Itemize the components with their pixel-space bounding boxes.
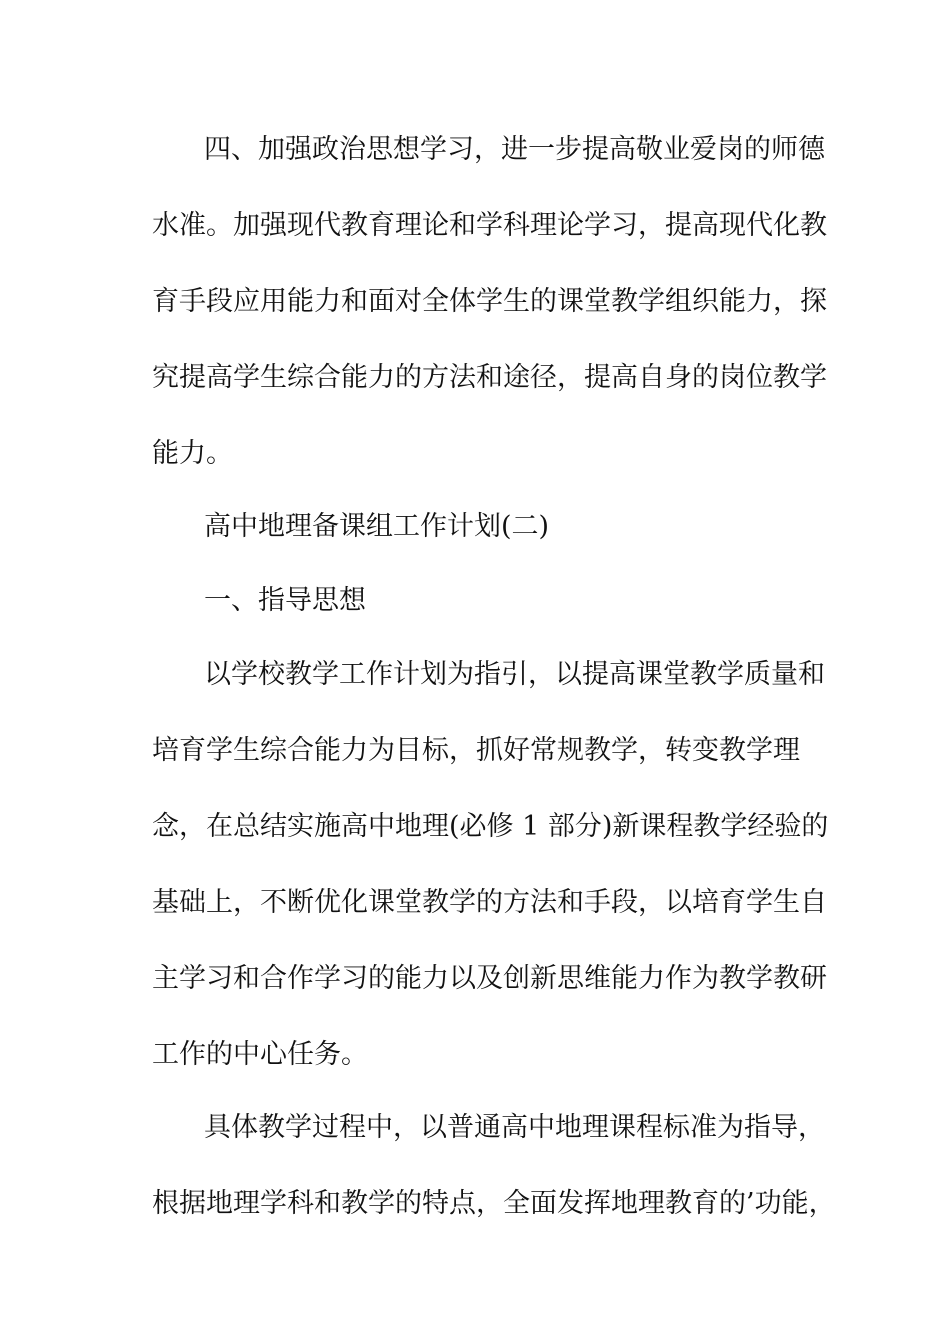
paragraph-line <box>0 731 950 771</box>
line-text: 四、加强政治思想学习，进一步提高敬业爱岗的师德 <box>204 134 825 165</box>
line-text: 根据地理学科和教学的特点，全面发挥地理教育的’功能， <box>152 1188 836 1219</box>
line-text: 主学习和合作学习的能力以及创新思维能力作为教学教研 <box>152 963 827 994</box>
line-text: 培育学生综合能力为目标，抓好常规教学，转变教学理 <box>152 735 800 766</box>
line-text: 念，在总结实施高中地理(必修 1 部分)新课程教学经验的 <box>152 811 829 842</box>
line-text: 基础上，不断优化课堂教学的方法和手段，以培育学生自 <box>152 887 827 918</box>
paragraph-line <box>0 1108 950 1148</box>
paragraph-line <box>0 130 950 170</box>
line-text: 育手段应用能力和面对全体学生的课堂教学组织能力，探 <box>152 286 827 317</box>
paragraph-line <box>0 434 950 474</box>
paragraph-line <box>0 959 950 999</box>
heading-text: 高中地理备课组工作计划(二) <box>204 511 550 542</box>
line-text: 究提高学生综合能力的方法和途径，提高自身的岗位教学 <box>152 362 827 393</box>
line-text: 水准。加强现代教育理论和学科理论学习，提高现代化教 <box>152 210 827 241</box>
paragraph-line <box>0 206 950 246</box>
line-text: 能力。 <box>152 438 233 469</box>
line-text: 具体教学过程中，以普通高中地理课程标准为指导， <box>204 1112 825 1143</box>
heading-text: 一、指导思想 <box>204 585 366 616</box>
paragraph-line <box>0 807 950 847</box>
paragraph-line <box>0 282 950 322</box>
paragraph-line <box>0 358 950 398</box>
section-heading <box>0 507 950 547</box>
line-text: 以学校教学工作计划为指引，以提高课堂教学质量和 <box>204 659 825 690</box>
paragraph-line <box>0 883 950 923</box>
paragraph-line <box>0 655 950 695</box>
paragraph-line <box>0 1035 950 1075</box>
subsection-heading <box>0 581 950 621</box>
paragraph-line <box>0 1184 950 1224</box>
line-text: 工作的中心任务。 <box>152 1039 368 1070</box>
